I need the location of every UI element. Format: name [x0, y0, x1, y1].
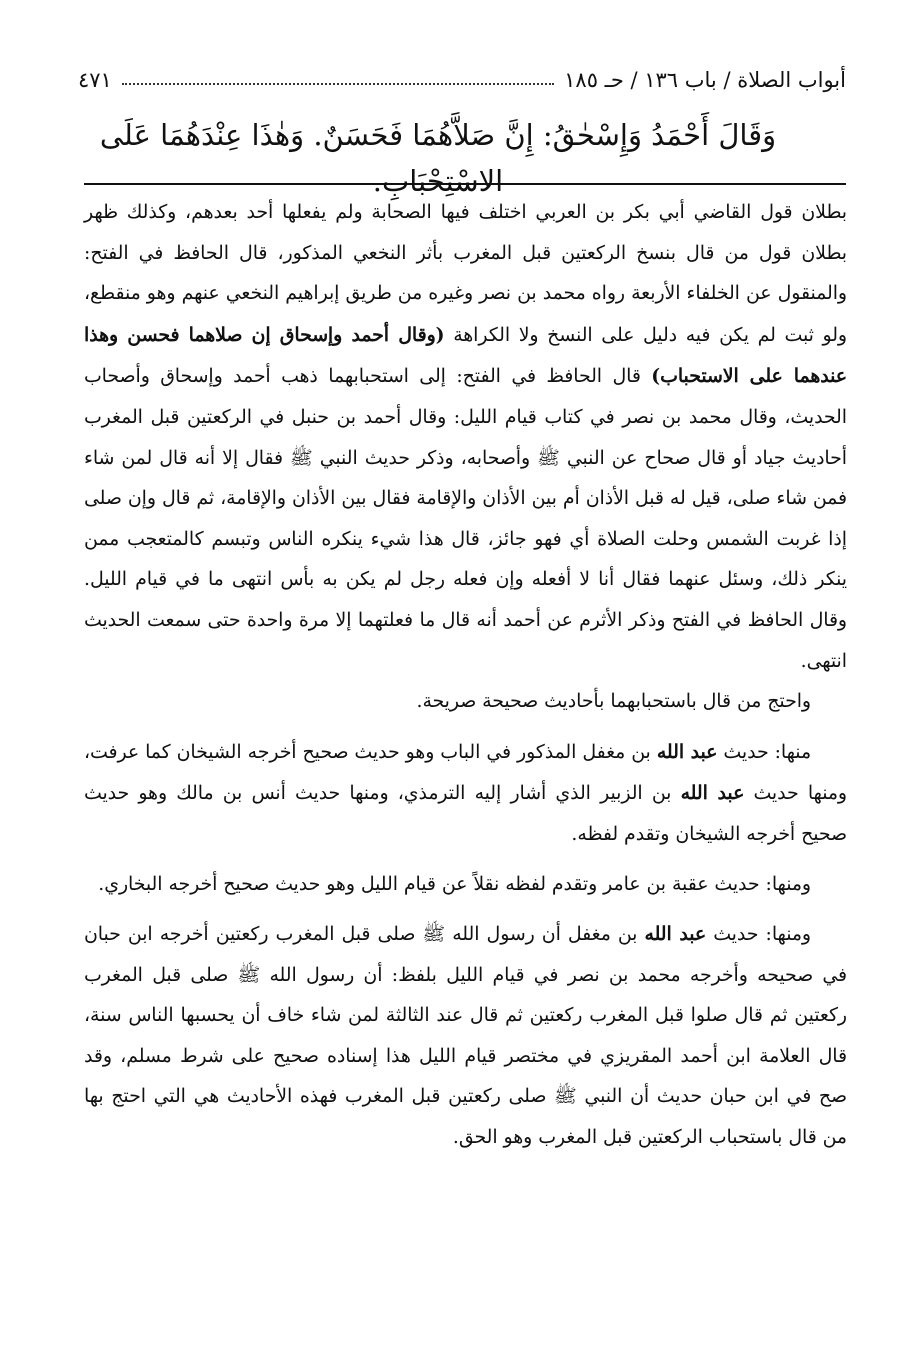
header-title: أبواب الصلاة / باب ١٣٦ / حـ ١٨٥ [564, 68, 846, 92]
commentary-paragraph-5 [84, 914, 847, 1159]
hadith-text: وَقَالَ أَحْمَدُ وَإِسْحٰقُ: إِنَّ صَلاَّهُمَا فَحَسَنٌ. وَهٰذَا عِنْدَهُمَا عَلَى الاسْتِحْبَابِ. [99, 118, 777, 198]
narrator-name-bold: عبد الله [644, 923, 707, 946]
commentary-p3-text-b: بن مغفل المذكور في الباب وهو حديث صحيح أخرجه الشيخان كما عرفت، ومنها حديث [84, 741, 847, 805]
header-dot-leader [122, 82, 554, 85]
separator-line [84, 183, 846, 185]
commentary [84, 193, 847, 1159]
commentary-p3-text-a: منها: حديث [717, 741, 812, 763]
commentary-paragraph-2: واحتج من قال باستحبابهما بأحاديث صحيحة صريحة. [416, 691, 811, 713]
commentary-p5-text-b: بن مغفل أن رسول الله ﷺ صلى قبل المغرب ركعتين أخرجه ابن حبان في صحيحه وأخرجه محمد بن نصر في قيام الليل بلفظ: أن رسول الله ﷺ صلى قبل المغرب ركعتين ثم قال صلوا قبل المغرب ركعتين ثم قال عند الثالثة لمن شاء خاف أن يحسبها الناس سنة، قال العلامة ابن أحمد المقريزي في مختصر قيام الليل هذا إسناده صحيح على شرط مسلم، وقد صح في ابن حبان حديث أن النبي ﷺ صلى ركعتين قبل المغرب فهذه الأحاديث هي التي احتج بها من قال باستحباب الركعتين قبل المغرب وهو الحق. [84, 924, 847, 1149]
page-number: ٤٧١ [78, 68, 112, 92]
commentary-p5-text-a: ومنها: حديث [706, 924, 811, 946]
narrator-name-bold: عبد الله [680, 782, 745, 805]
commentary-p3-text-c: بن الزبير الذي أشار إليه الترمذي، ومنها حديث أنس بن مالك وهو حديث صحيح أخرجه الشيخان وتقدم لفظه. [84, 783, 847, 845]
commentary-p1-text-b: قال الحافظ في الفتح: إلى استحبابهما ذهب أحمد وإسحاق وأصحاب الحديث، وقال محمد بن نصر في كتاب قيام الليل: وقال أحمد بن حنبل في الركعتين قبل المغرب أحاديث جياد أو قال صحاح عن النبي ﷺ وأصحابه، وذكر حديث النبي ﷺ فقال إلا أنه قال لمن شاء فمن شاء صلى، قيل له قبل الأذان أم بين الأذان والإقامة فقال بين الأذان والإقامة، ثم قال وإن صلى إذا غربت الشمس وحلت الصلاة أي فهو جائز، قال هذا شيء ينكره الناس وتبسم كالمتعجب ممن ينكر ذلك، وسئل عنهما فقال أنا لا أفعله وإن فعله رجل لم يكن به بأس انتهى ما في قيام الليل. وقال الحافظ في الفتح وذكر الأثرم عن أحمد أنه قال ما فعلتهما إلا مرة واحدة حتى سمعت الحديث انتهى. [84, 366, 847, 672]
running-header [78, 58, 846, 92]
commentary-paragraph-4: ومنها: حديث عقبة بن عامر وتقدم لفظه نقلاً عن قيام الليل وهو حديث صحيح أخرجه البخاري. [98, 873, 811, 895]
commentary-paragraph-1 [84, 193, 847, 682]
commentary-paragraph-3 [84, 732, 847, 856]
narrator-name-bold: عبد الله [656, 740, 718, 763]
commentary-p1-text-a: بطلان قول القاضي أبي بكر بن العربي اختلف فيها الصحابة ولم يفعلها أحد بعدهم، وكذلك ظهر بطلان قول من قال بنسخ الركعتين قبل المغرب بأثر النخعي المذكور، قال الحافظ في الفتح: والمنقول عن الخلفاء الأربعة رواه محمد بن نصر وغيره من طريق إبراهيم النخعي عنهم وهو منقطع، ولو ثبت لم يكن فيه دليل على النسخ ولا الكراهة [84, 202, 847, 346]
quoted-hadith-bold: (وقال أحمد وإسحاق إن صلاهما فحسن وهذا عندهما على الاستحباب) [84, 323, 847, 388]
